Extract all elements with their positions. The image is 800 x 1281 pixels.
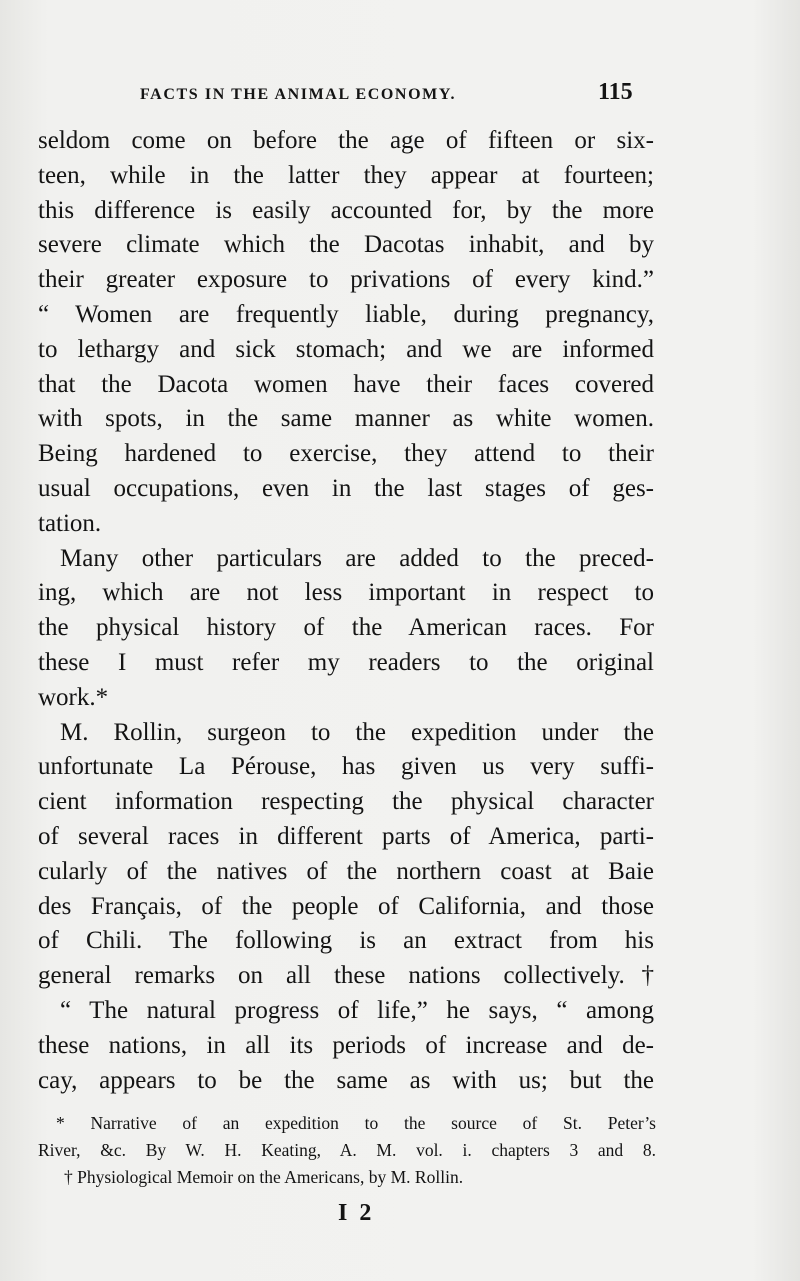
footnote-line: River, &c. By W. H. Keating, A. M. vol. i. chapters 3 and 8. <box>38 1140 656 1160</box>
text-line: ing, which are not less important in respect to <box>38 579 654 607</box>
footnote-line: * Narrative of an expedition to the source of St. Peter’s <box>56 1113 656 1133</box>
text-line: cay, appears to be the same as with us; but the <box>38 1066 654 1094</box>
text-line: that the Dacota women have their faces covered <box>38 370 654 398</box>
text-line: their greater exposure to privations of every kind.” <box>38 266 654 294</box>
text-line: of Chili. The following is an extract from his <box>38 927 654 955</box>
text-line: unfortunate La Pérouse, has given us very suffi- <box>38 753 654 781</box>
text-line: these I must refer my readers to the original <box>38 648 654 676</box>
text-line: with spots, in the same manner as white women. <box>38 405 654 433</box>
text-line: to lethargy and sick stomach; and we are informed <box>38 335 654 363</box>
body-text <box>38 124 654 1098</box>
text-line: general remarks on all these nations collectively.† <box>38 962 654 990</box>
text-line: teen, while in the latter they appear at fourteen; <box>38 161 654 189</box>
text-line: cient information respecting the physical character <box>38 788 654 816</box>
text-line: des Français, of the people of California, and those <box>38 892 654 920</box>
text-line: of several races in different parts of America, parti- <box>38 822 654 850</box>
text-line: Being hardened to exercise, they attend to their <box>38 440 654 468</box>
signature-mark: I 2 <box>338 1200 375 1226</box>
running-head: FACTS IN THE ANIMAL ECONOMY. <box>140 86 457 103</box>
paragraph-start-line: Many other particulars are added to the preced- <box>60 544 654 572</box>
footnote-line: † Physiological Memoir on the Americans, by M. Rollin. <box>64 1167 464 1187</box>
text-line: the physical history of the American races. For <box>38 614 654 642</box>
text-line: severe climate which the Dacotas inhabit, and by <box>38 231 654 259</box>
text-line: “ Women are frequently liable, during pregnancy, <box>38 300 654 328</box>
text-line: these nations, in all its periods of increase and de- <box>38 1031 654 1059</box>
text-line: this difference is easily accounted for, by the more <box>38 196 654 224</box>
text-line: usual occupations, even in the last stages of ges- <box>38 474 654 502</box>
page-header <box>0 79 800 118</box>
text-line: work.* <box>38 683 109 711</box>
text-line: tation. <box>38 509 102 537</box>
text-line: cularly of the natives of the northern coast at Baie <box>38 857 654 885</box>
page-number: 115 <box>598 79 633 105</box>
footnotes <box>38 1110 656 1191</box>
paragraph-start-line: “ The natural progress of life,” he says, “ among <box>60 996 654 1024</box>
paragraph-start-line: M. Rollin, surgeon to the expedition under the <box>60 718 654 746</box>
text-line: seldom come on before the age of fifteen or six- <box>38 127 654 154</box>
